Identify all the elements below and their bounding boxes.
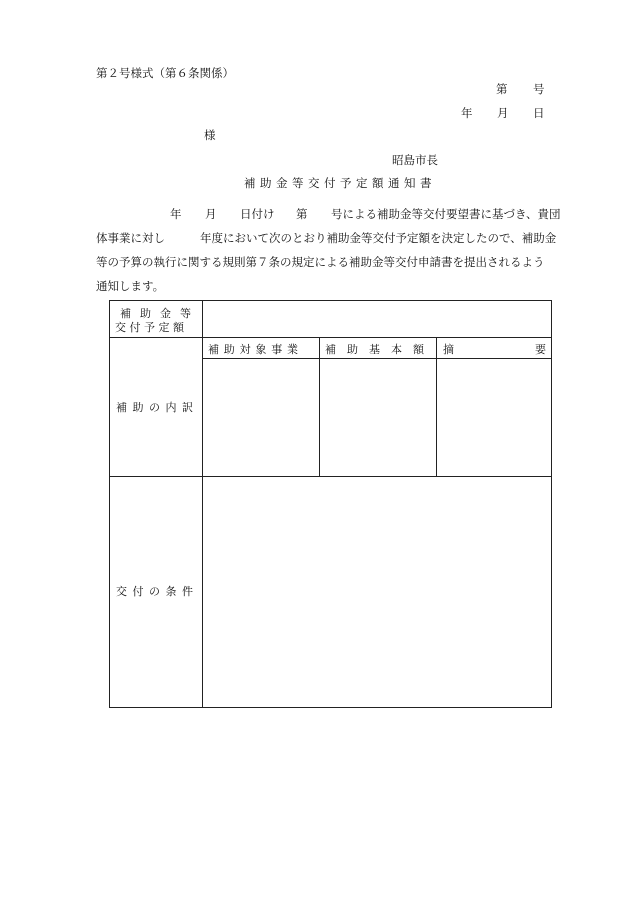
body-line-3: 等の予算の執行に関する規則第７条の規定による補助金等交付申請書を提出されるよう [96,255,545,269]
body-dated-label: 日付け [240,207,275,221]
date-day-label: 日 [533,106,545,120]
body-line-1: 号による補助金等交付要望書に基づき、貴団 [331,207,561,221]
column-header-target-project: 補助対象事業 [208,343,303,356]
addressee-suffix: 様 [204,128,216,142]
column-header-remarks-a: 摘 [443,343,454,356]
document-number-suffix: 号 [533,82,545,96]
notification-table [109,300,552,708]
body-line-2b: 年度において次のとおり補助金等交付予定額を決定したので、補助金 [200,231,557,245]
breakdown-label: 補助の内訳 [116,401,199,414]
table-divider [110,337,551,338]
issuer-name: 昭島市長 [392,153,438,167]
document-number-prefix: 第 [496,82,508,96]
body-line-2a: 体事業に対し [96,231,165,245]
form-label: 第２号様式（第６条関係） [96,66,234,80]
document-title: 補助金等交付予定額通知書 [244,176,436,190]
table-divider [319,338,320,476]
date-year-label: 年 [461,106,473,120]
column-header-base-amount: 補助基本額 [325,343,435,356]
body-number-prefix: 第 [296,207,308,221]
table-divider [110,476,551,477]
body-line-4: 通知します。 [96,279,165,293]
column-header-remarks-b: 要 [535,343,546,356]
date-month-label: 月 [497,106,509,120]
conditions-label: 交付の条件 [116,585,199,598]
amount-label-line-2: 交付予定額 [115,321,188,334]
table-divider [202,301,203,707]
table-divider [436,338,437,476]
amount-label-line-1: 補助金等 [120,307,200,320]
body-month-label: 月 [205,207,217,221]
table-divider [203,358,551,359]
body-year-label: 年 [170,207,182,221]
